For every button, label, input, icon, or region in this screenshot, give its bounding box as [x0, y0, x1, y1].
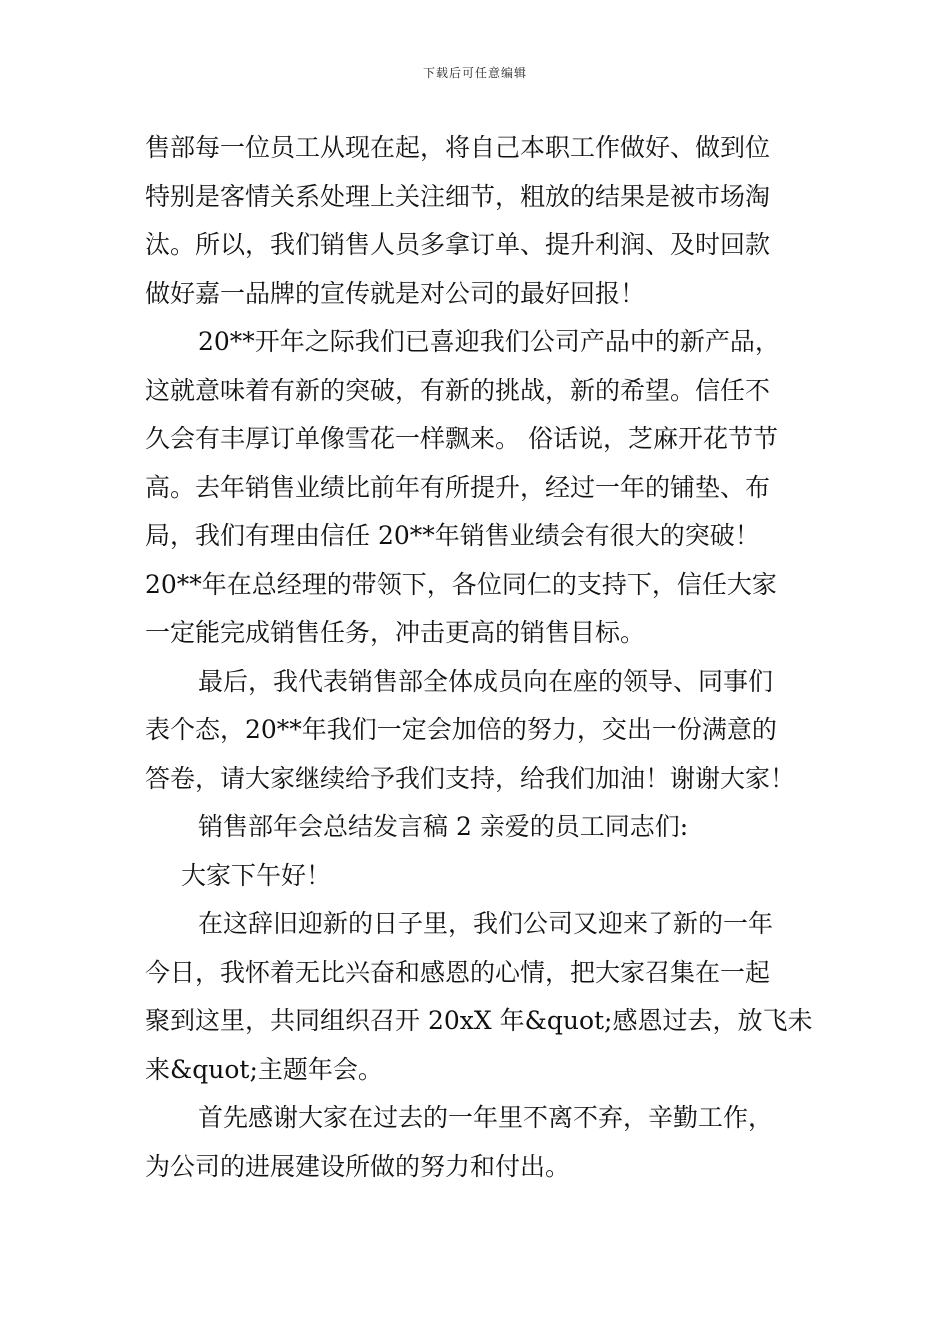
text-line: 汰。所以，我们销售人员多拿订单、提升利润、及时回款 [145, 230, 771, 259]
text-line: 大家下午好！ [181, 860, 332, 890]
text-line: 来&quot;主题年会。 [145, 1054, 383, 1084]
text-line: 聚到这里，共同组织召开 20xX 年&quot;感恩过去，放飞未 [145, 1006, 813, 1035]
text-line: 20**开年之际我们已喜迎我们公司产品中的新产品， [198, 327, 780, 356]
text-line: 最后，我代表销售部全体成员向在座的领导、同事们 [198, 666, 774, 696]
text-line: 在这辞旧迎新的日子里，我们公司又迎来了新的一年 [198, 909, 774, 938]
text-line: 首先感谢大家在过去的一年里不离不弃，辛勤工作， [198, 1103, 774, 1132]
text-line: 高。去年销售业绩比前年有所提升，经过一年的铺垫、布 [145, 472, 771, 502]
text-line: 这就意味着有新的突破，有新的挑战，新的希望。信任不 [145, 375, 771, 405]
text-line: 今日，我怀着无比兴奋和感恩的心情，把大家召集在一起 [145, 957, 771, 987]
text-line: 销售部年会总结发言稿 2 亲爱的员工同志们: [198, 812, 689, 841]
text-line: 特别是客情关系处理上关注细节，粗放的结果是被市场淘 [145, 181, 771, 211]
document-body [145, 124, 813, 1191]
text-line: 20**年在总经理的带领下，各位同仁的支持下，信任大家 [145, 569, 777, 599]
text-line: 一定能完成销售任务，冲击更高的销售目标。 [145, 618, 646, 647]
text-line: 答卷，请大家继续给予我们支持，给我们加油！谢谢大家！ [145, 763, 796, 793]
text-line: 做好嘉一品牌的宣传就是对公司的最好回报！ [145, 278, 646, 308]
text-line: 局，我们有理由信任 20**年销售业绩会有很大的突破！ [145, 521, 760, 550]
text-line: 售部每一位员工从现在起，将自己本职工作做好、做到位 [145, 133, 771, 162]
text-line: 表个态，20**年我们一定会加倍的努力，交出一份满意的 [145, 715, 777, 744]
text-line: 为公司的进展建设所做的努力和付出。 [145, 1151, 571, 1181]
text-line: 久会有丰厚订单像雪花一样飘来。 俗话说，芝麻开花节节 [145, 424, 778, 453]
page-header-note: 下载后可任意编辑 [422, 66, 527, 80]
